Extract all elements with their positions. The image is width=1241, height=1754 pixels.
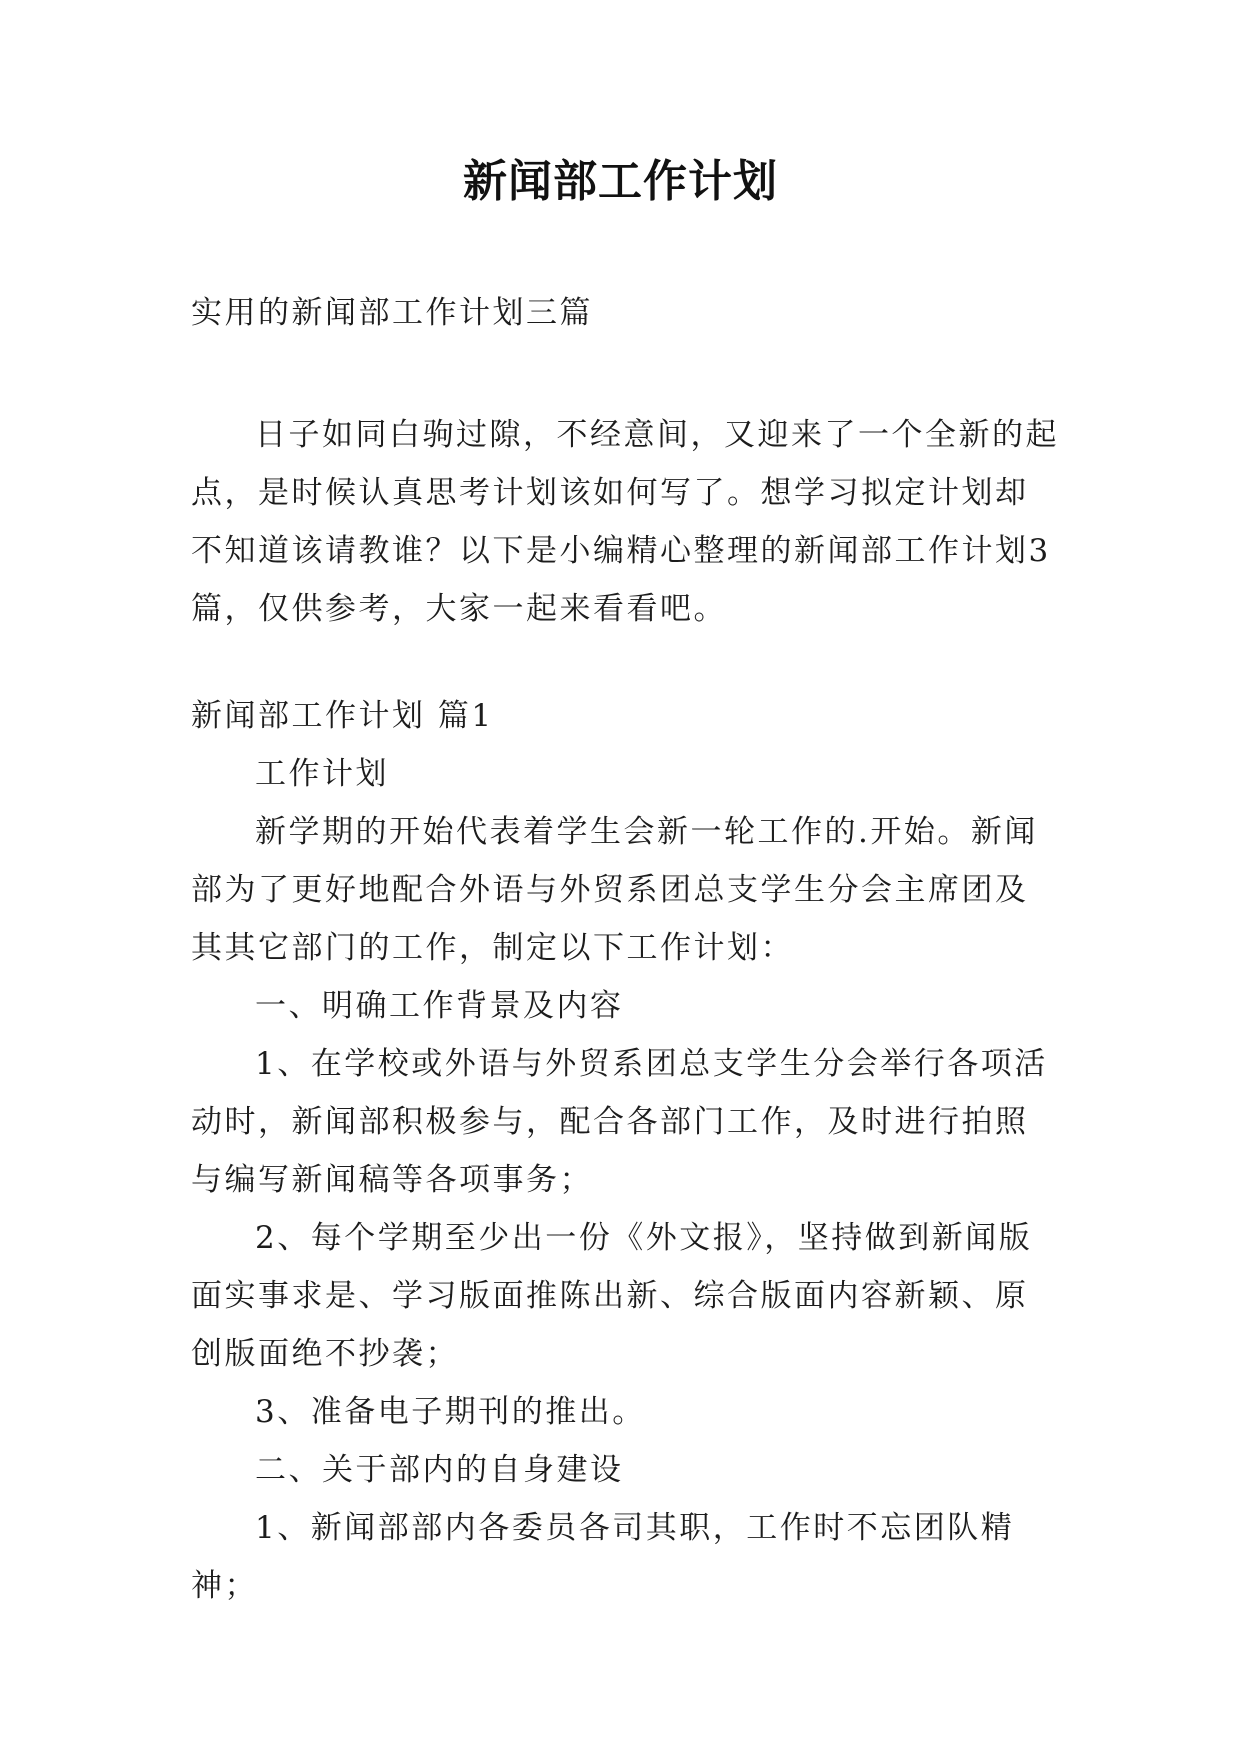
paragraph-item-2: 2、每个学期至少出一份《外文报》，坚持做到新闻版面实事求是、学习版面推陈出新、综合版面内容新颖、原创版面绝不抄袭； — [191, 1220, 1033, 1372]
subtitle-text: 实用的新闻部工作计划三篇 — [191, 295, 593, 331]
document-title: 新闻部工作计划 — [463, 156, 778, 207]
section-heading: 新闻部工作计划 篇1 — [191, 698, 494, 734]
paragraph-item-1: 1、在学校或外语与外贸系团总支学生分会举行各项活动时，新闻部积极参与，配合各部门工作，及时进行拍照与编写新闻稿等各项事务； — [191, 1046, 1048, 1198]
paragraph-item-3: 3、准备电子期刊的推出。 — [255, 1394, 646, 1430]
paragraph-heading-one: 一、明确工作背景及内容 — [255, 988, 624, 1024]
intro-paragraph — [191, 406, 1059, 638]
section-1 — [191, 687, 1059, 1615]
paragraph-work-plan: 工作计划 — [255, 756, 389, 792]
paragraph-semester-start: 新学期的开始代表着学生会新一轮工作的.开始。新闻部为了更好地配合外语与外贸系团总支学生分会主席团及其其它部门的工作，制定以下工作计划： — [191, 814, 1038, 966]
paragraph-heading-two: 二、关于部内的自身建设 — [255, 1452, 624, 1488]
paragraph-item-4: 1、新闻部部内各委员各司其职，工作时不忘团队精神； — [191, 1510, 1015, 1604]
document-subtitle — [191, 284, 1059, 342]
intro-text: 日子如同白驹过隙，不经意间，又迎来了一个全新的起点，是时候认真思考计划该如何写了。想学习拟定计划却不知道该请教谁？以下是小编精心整理的新闻部工作计划3篇，仅供参考，大家一起来看看吧。 — [191, 417, 1059, 627]
